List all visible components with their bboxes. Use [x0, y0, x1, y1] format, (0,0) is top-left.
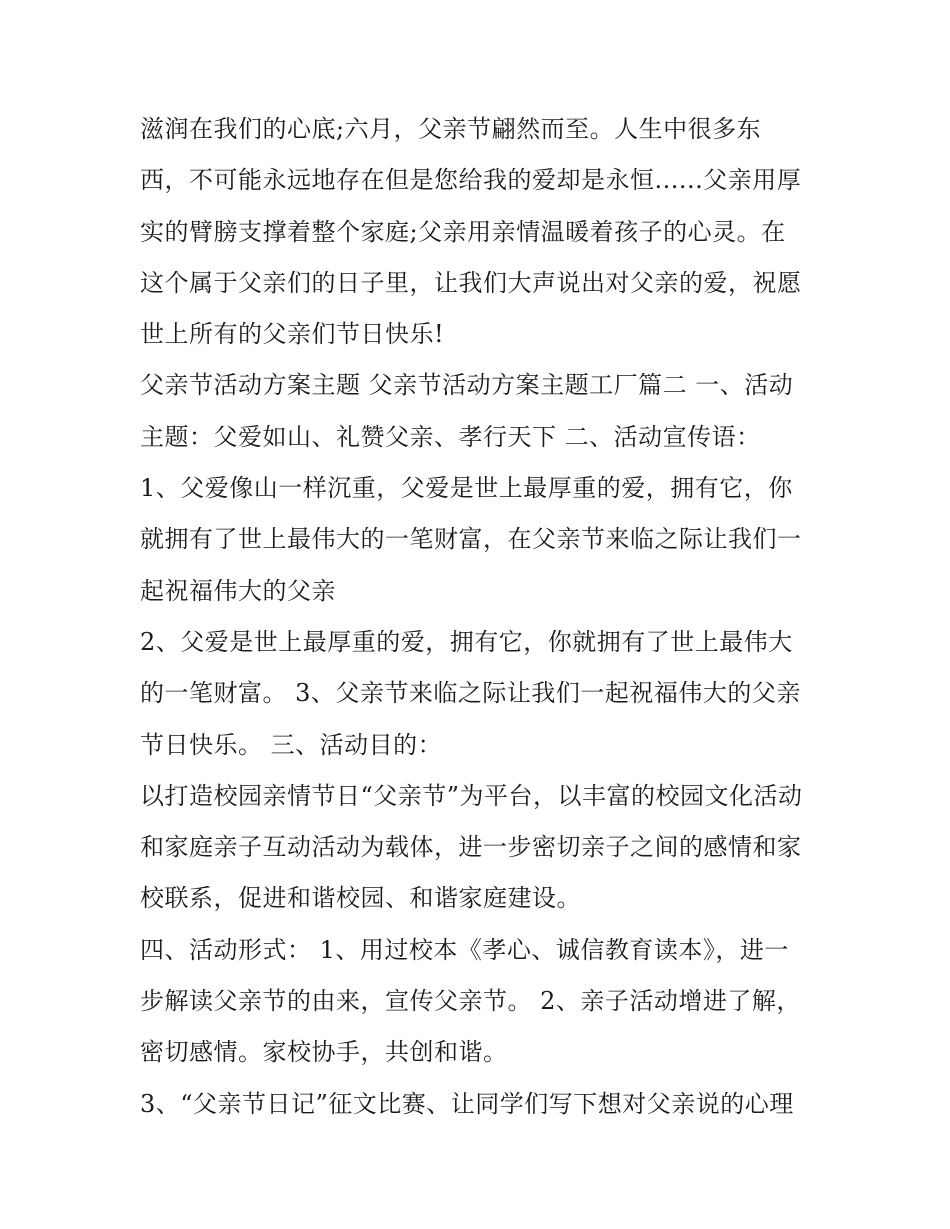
text-line: 世上所有的父亲们节日快乐! [140, 320, 445, 349]
text-line: 以打造校园亲情节日“父亲节”为平台，以丰富的校园文化活动 [140, 781, 803, 810]
text-line: 西，不可能永远地存在但是您给我的爱却是永恒......父亲用厚 [140, 166, 802, 195]
text-line: 四、活动形式： 1、用过校本《孝心、诚信教育读本》，进一 [140, 935, 789, 964]
text-line: 步解读父亲节的由来，宣传父亲节。 2、亲子活动增进了解， [140, 987, 801, 1016]
text-line: 的一笔财富。 3、父亲节来临之际让我们一起祝福伟大的父亲 [140, 679, 801, 708]
list-item-line: 3、“父亲节日记”征文比赛、让同学们写下想对父亲说的心理 [140, 1089, 794, 1118]
text-line: 密切感情。家校协手，共创和谐。 [140, 1038, 508, 1067]
text-line: 滋润在我们的心底;六月，父亲节翩然而至。人生中很多东 [140, 115, 762, 143]
text-line: 这个属于父亲们的日子里，让我们大声说出对父亲的爱，祝愿 [140, 268, 802, 297]
text-line: 主题：父爱如山、礼赞父亲、孝行天下 二、活动宣传语： [140, 422, 761, 451]
text-line: 实的臂膀支撑着整个家庭;父亲用亲情温暖着孩子的心灵。在 [140, 217, 786, 246]
text-line: 就拥有了世上最伟大的一笔财富，在父亲节来临之际让我们一 [140, 525, 802, 554]
list-item-line: 2、父爱是世上最厚重的爱，拥有它，你就拥有了世上最伟大 [140, 627, 793, 656]
text-line: 起祝福伟大的父亲 [140, 576, 336, 605]
body-text [140, 104, 820, 1130]
text-line: 节日快乐。 三、活动目的： [140, 730, 443, 759]
section-heading-line: 父亲节活动方案主题 父亲节活动方案主题工厂篇二 一、活动 [140, 371, 794, 400]
list-item-line: 1、父爱像山一样沉重，父爱是世上最厚重的爱，拥有它，你 [140, 474, 793, 503]
text-line: 和家庭亲子互动活动为载体，进一步密切亲子之间的感情和家 [140, 833, 802, 862]
text-line: 校联系，促进和谐校园、和谐家庭建设。 [140, 884, 581, 913]
